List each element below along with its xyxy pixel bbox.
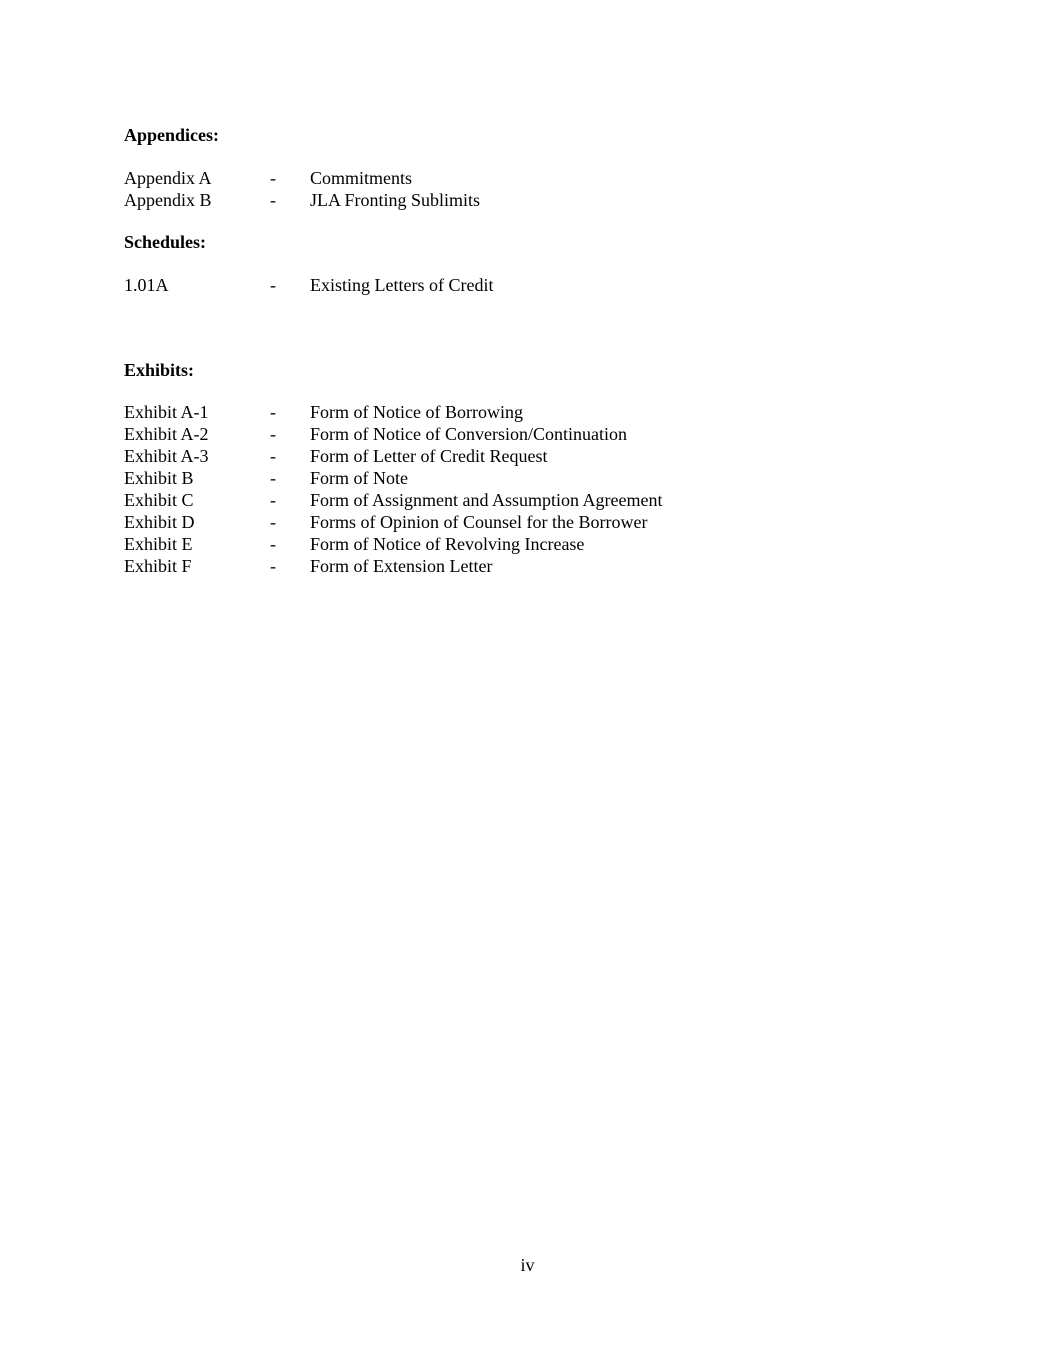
list-item bbox=[124, 533, 824, 555]
list-item bbox=[124, 189, 824, 211]
item-ref: Exhibit B bbox=[124, 468, 194, 488]
item-dash: - bbox=[270, 190, 276, 210]
item-title: JLA Fronting Sublimits bbox=[310, 190, 481, 210]
item-ref: Exhibit E bbox=[124, 534, 193, 554]
item-ref: Exhibit F bbox=[124, 556, 192, 576]
item-ref: Exhibit D bbox=[124, 512, 195, 532]
list-item bbox=[124, 423, 824, 445]
item-ref: Exhibit A-3 bbox=[124, 446, 209, 466]
item-dash: - bbox=[270, 512, 276, 532]
schedules-list bbox=[124, 274, 824, 296]
item-dash: - bbox=[270, 490, 276, 510]
schedules-heading: Schedules: bbox=[124, 232, 207, 252]
item-dash: - bbox=[270, 446, 276, 466]
list-item bbox=[124, 511, 824, 533]
item-title: Form of Assignment and Assumption Agreement bbox=[310, 490, 663, 510]
item-ref: Exhibit A-1 bbox=[124, 402, 209, 422]
appendices-list bbox=[124, 167, 824, 211]
item-title: Form of Notice of Revolving Increase bbox=[310, 534, 585, 554]
item-ref: Appendix B bbox=[124, 190, 212, 210]
list-item bbox=[124, 555, 824, 577]
item-dash: - bbox=[270, 402, 276, 422]
item-dash: - bbox=[270, 534, 276, 554]
item-title: Existing Letters of Credit bbox=[310, 275, 494, 295]
item-title: Form of Note bbox=[310, 468, 408, 488]
page-number: iv bbox=[520, 1255, 535, 1275]
item-ref: Exhibit A-2 bbox=[124, 424, 209, 444]
item-title: Form of Notice of Conversion/Continuation bbox=[310, 424, 627, 444]
item-title: Form of Letter of Credit Request bbox=[310, 446, 548, 466]
item-dash: - bbox=[270, 275, 276, 295]
exhibits-heading: Exhibits: bbox=[124, 360, 195, 380]
item-dash: - bbox=[270, 424, 276, 444]
item-title: Commitments bbox=[310, 168, 413, 188]
list-item bbox=[124, 489, 824, 511]
appendices-heading: Appendices: bbox=[124, 125, 220, 145]
item-title: Form of Notice of Borrowing bbox=[310, 402, 523, 422]
exhibits-list bbox=[124, 401, 824, 577]
list-item bbox=[124, 445, 824, 467]
item-ref: Exhibit C bbox=[124, 490, 194, 510]
item-title: Forms of Opinion of Counsel for the Borrower bbox=[310, 512, 648, 532]
list-item bbox=[124, 167, 824, 189]
item-ref: 1.01A bbox=[124, 275, 169, 295]
list-item bbox=[124, 467, 824, 489]
item-dash: - bbox=[270, 556, 276, 576]
item-dash: - bbox=[270, 468, 276, 488]
item-title: Form of Extension Letter bbox=[310, 556, 493, 576]
list-item bbox=[124, 401, 824, 423]
item-ref: Appendix A bbox=[124, 168, 212, 188]
list-item bbox=[124, 274, 824, 296]
item-dash: - bbox=[270, 168, 276, 188]
